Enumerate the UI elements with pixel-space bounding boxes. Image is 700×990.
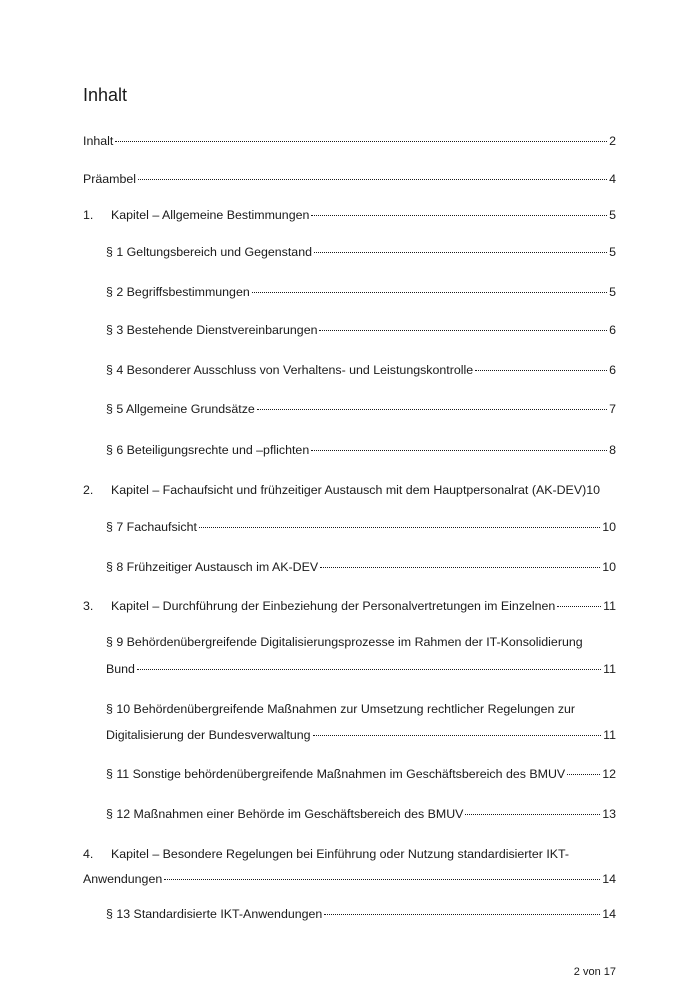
toc-entry-kapitel-4[interactable] (83, 846, 616, 862)
leader-dots (319, 330, 607, 331)
chapter-number: 1. (83, 208, 94, 222)
toc-entry-title: § 8 Frühzeitiger Austausch im AK-DEV (106, 560, 319, 574)
leader-dots (567, 774, 600, 775)
toc-entry-page: 4 (609, 172, 616, 186)
toc-entry-title: § 12 Maßnahmen einer Behörde im Geschäftsbereich des BMUV (106, 807, 464, 821)
toc-entry-page: 10 (602, 520, 616, 534)
toc-entry-page: 11 (603, 599, 616, 613)
toc-entry-title: Kapitel – Allgemeine Bestimmungen (111, 208, 310, 222)
toc-entry-para-1[interactable] (106, 244, 616, 260)
toc-entry-para-2[interactable] (106, 284, 616, 300)
leader-dots (311, 215, 607, 216)
toc-entry-para-6[interactable] (106, 442, 616, 458)
leader-dots (314, 252, 607, 253)
toc-entry-page: 8 (609, 443, 616, 457)
toc-entry-page: 10 (602, 560, 616, 574)
toc-entry-kapitel-2[interactable] (83, 482, 616, 498)
toc-entry-title: § 5 Allgemeine Grundsätze (106, 402, 255, 416)
page-footer: 2 von 17 (573, 966, 616, 978)
toc-entry-page: 11 (603, 662, 616, 676)
toc-entry-para-13[interactable] (106, 906, 616, 922)
toc-entry-kapitel-3[interactable] (83, 598, 616, 614)
chapter-number: 2. (83, 483, 94, 497)
toc-entry-para-3[interactable] (106, 322, 616, 338)
toc-entry-para-9[interactable] (106, 634, 616, 650)
toc-entry-para-7[interactable] (106, 519, 616, 535)
leader-dots (475, 370, 607, 371)
toc-entry-inhalt[interactable] (83, 133, 616, 149)
toc-entry-praeambel[interactable] (83, 171, 616, 187)
toc-entry-para-11[interactable] (106, 766, 616, 782)
leader-dots (199, 527, 600, 528)
toc-entry-title-line2: Anwendungen (83, 872, 163, 886)
toc-entry-title: Kapitel – Durchführung der Einbeziehung der Personalvertretungen im Einzelnen (111, 599, 556, 613)
toc-entry-page: 14 (602, 907, 616, 921)
toc-entry-page: 13 (602, 807, 616, 821)
toc-entry-page: 2 (609, 134, 616, 148)
toc-entry-page: 5 (609, 285, 616, 299)
leader-dots (557, 606, 601, 607)
toc-heading: Inhalt (83, 85, 128, 105)
toc-entry-para-10[interactable] (106, 701, 616, 717)
toc-entry-title: § 13 Standardisierte IKT-Anwendungen (106, 907, 323, 921)
toc-entry-para-9-cont[interactable] (106, 661, 616, 677)
leader-dots (164, 879, 600, 880)
leader-dots (138, 179, 607, 180)
toc-entry-para-12[interactable] (106, 806, 616, 822)
toc-entry-title-line2: Digitalisierung der Bundesverwaltung (106, 728, 311, 742)
toc-entry-title: § 3 Bestehende Dienstvereinbarungen (106, 323, 318, 337)
toc-entry-title-line1: § 9 Behördenübergreifende Digitalisierungsprozesse im Rahmen der IT-Konsolidierung (106, 635, 583, 649)
toc-entry-title: § 7 Fachaufsicht (106, 520, 197, 534)
toc-entry-page: 10 (586, 483, 601, 497)
toc-entry-page: 12 (602, 767, 616, 781)
toc-entry-kapitel-1[interactable] (83, 207, 616, 223)
toc-entry-page: 6 (609, 323, 616, 337)
toc-entry-title: Kapitel – Fachaufsicht und frühzeitiger Austausch mit dem Hauptpersonalrat (AK-DEV) (111, 483, 587, 497)
toc-entry-title: § 6 Beteiligungsrechte und –pflichten (106, 443, 310, 457)
leader-dots (465, 814, 600, 815)
leader-dots (313, 735, 602, 736)
toc-entry-kapitel-4-cont[interactable] (83, 871, 616, 887)
toc-entry-para-8[interactable] (106, 559, 616, 575)
toc-entry-title-line2: Bund (106, 662, 135, 676)
toc-entry-title-line1: § 10 Behördenübergreifende Maßnahmen zur Umsetzung rechtlicher Regelungen zur (106, 702, 576, 716)
leader-dots (137, 669, 601, 670)
toc-entry-title: § 1 Geltungsbereich und Gegenstand (106, 245, 312, 259)
toc-entry-title: Inhalt (83, 134, 114, 148)
toc-entry-page: 7 (609, 402, 616, 416)
toc-entry-page: 11 (603, 728, 616, 742)
toc-entry-title: § 2 Begriffsbestimmungen (106, 285, 250, 299)
toc-entry-title: § 4 Besonderer Ausschluss von Verhaltens- und Leistungskontrolle (106, 363, 474, 377)
leader-dots (252, 292, 607, 293)
toc-entry-page: 5 (609, 208, 616, 222)
leader-dots (115, 141, 607, 142)
toc-entry-title: Präambel (83, 172, 137, 186)
toc-entry-title: § 11 Sonstige behördenübergreifende Maßnahmen im Geschäftsbereich des BMUV (106, 767, 566, 781)
chapter-number: 3. (83, 599, 94, 613)
toc-entry-para-4[interactable] (106, 362, 616, 378)
leader-dots (320, 567, 600, 568)
toc-entry-para-5[interactable] (106, 401, 616, 417)
leader-dots (324, 914, 600, 915)
toc-entry-title-line1: Kapitel – Besondere Regelungen bei Einführung oder Nutzung standardisierter IKT- (111, 847, 570, 861)
toc-entry-page: 6 (609, 363, 616, 377)
toc-entry-page: 5 (609, 245, 616, 259)
toc-entry-page: 14 (602, 872, 616, 886)
leader-dots (257, 409, 607, 410)
chapter-number: 4. (83, 847, 94, 861)
toc-entry-para-10-cont[interactable] (106, 727, 616, 743)
leader-dots (311, 450, 607, 451)
